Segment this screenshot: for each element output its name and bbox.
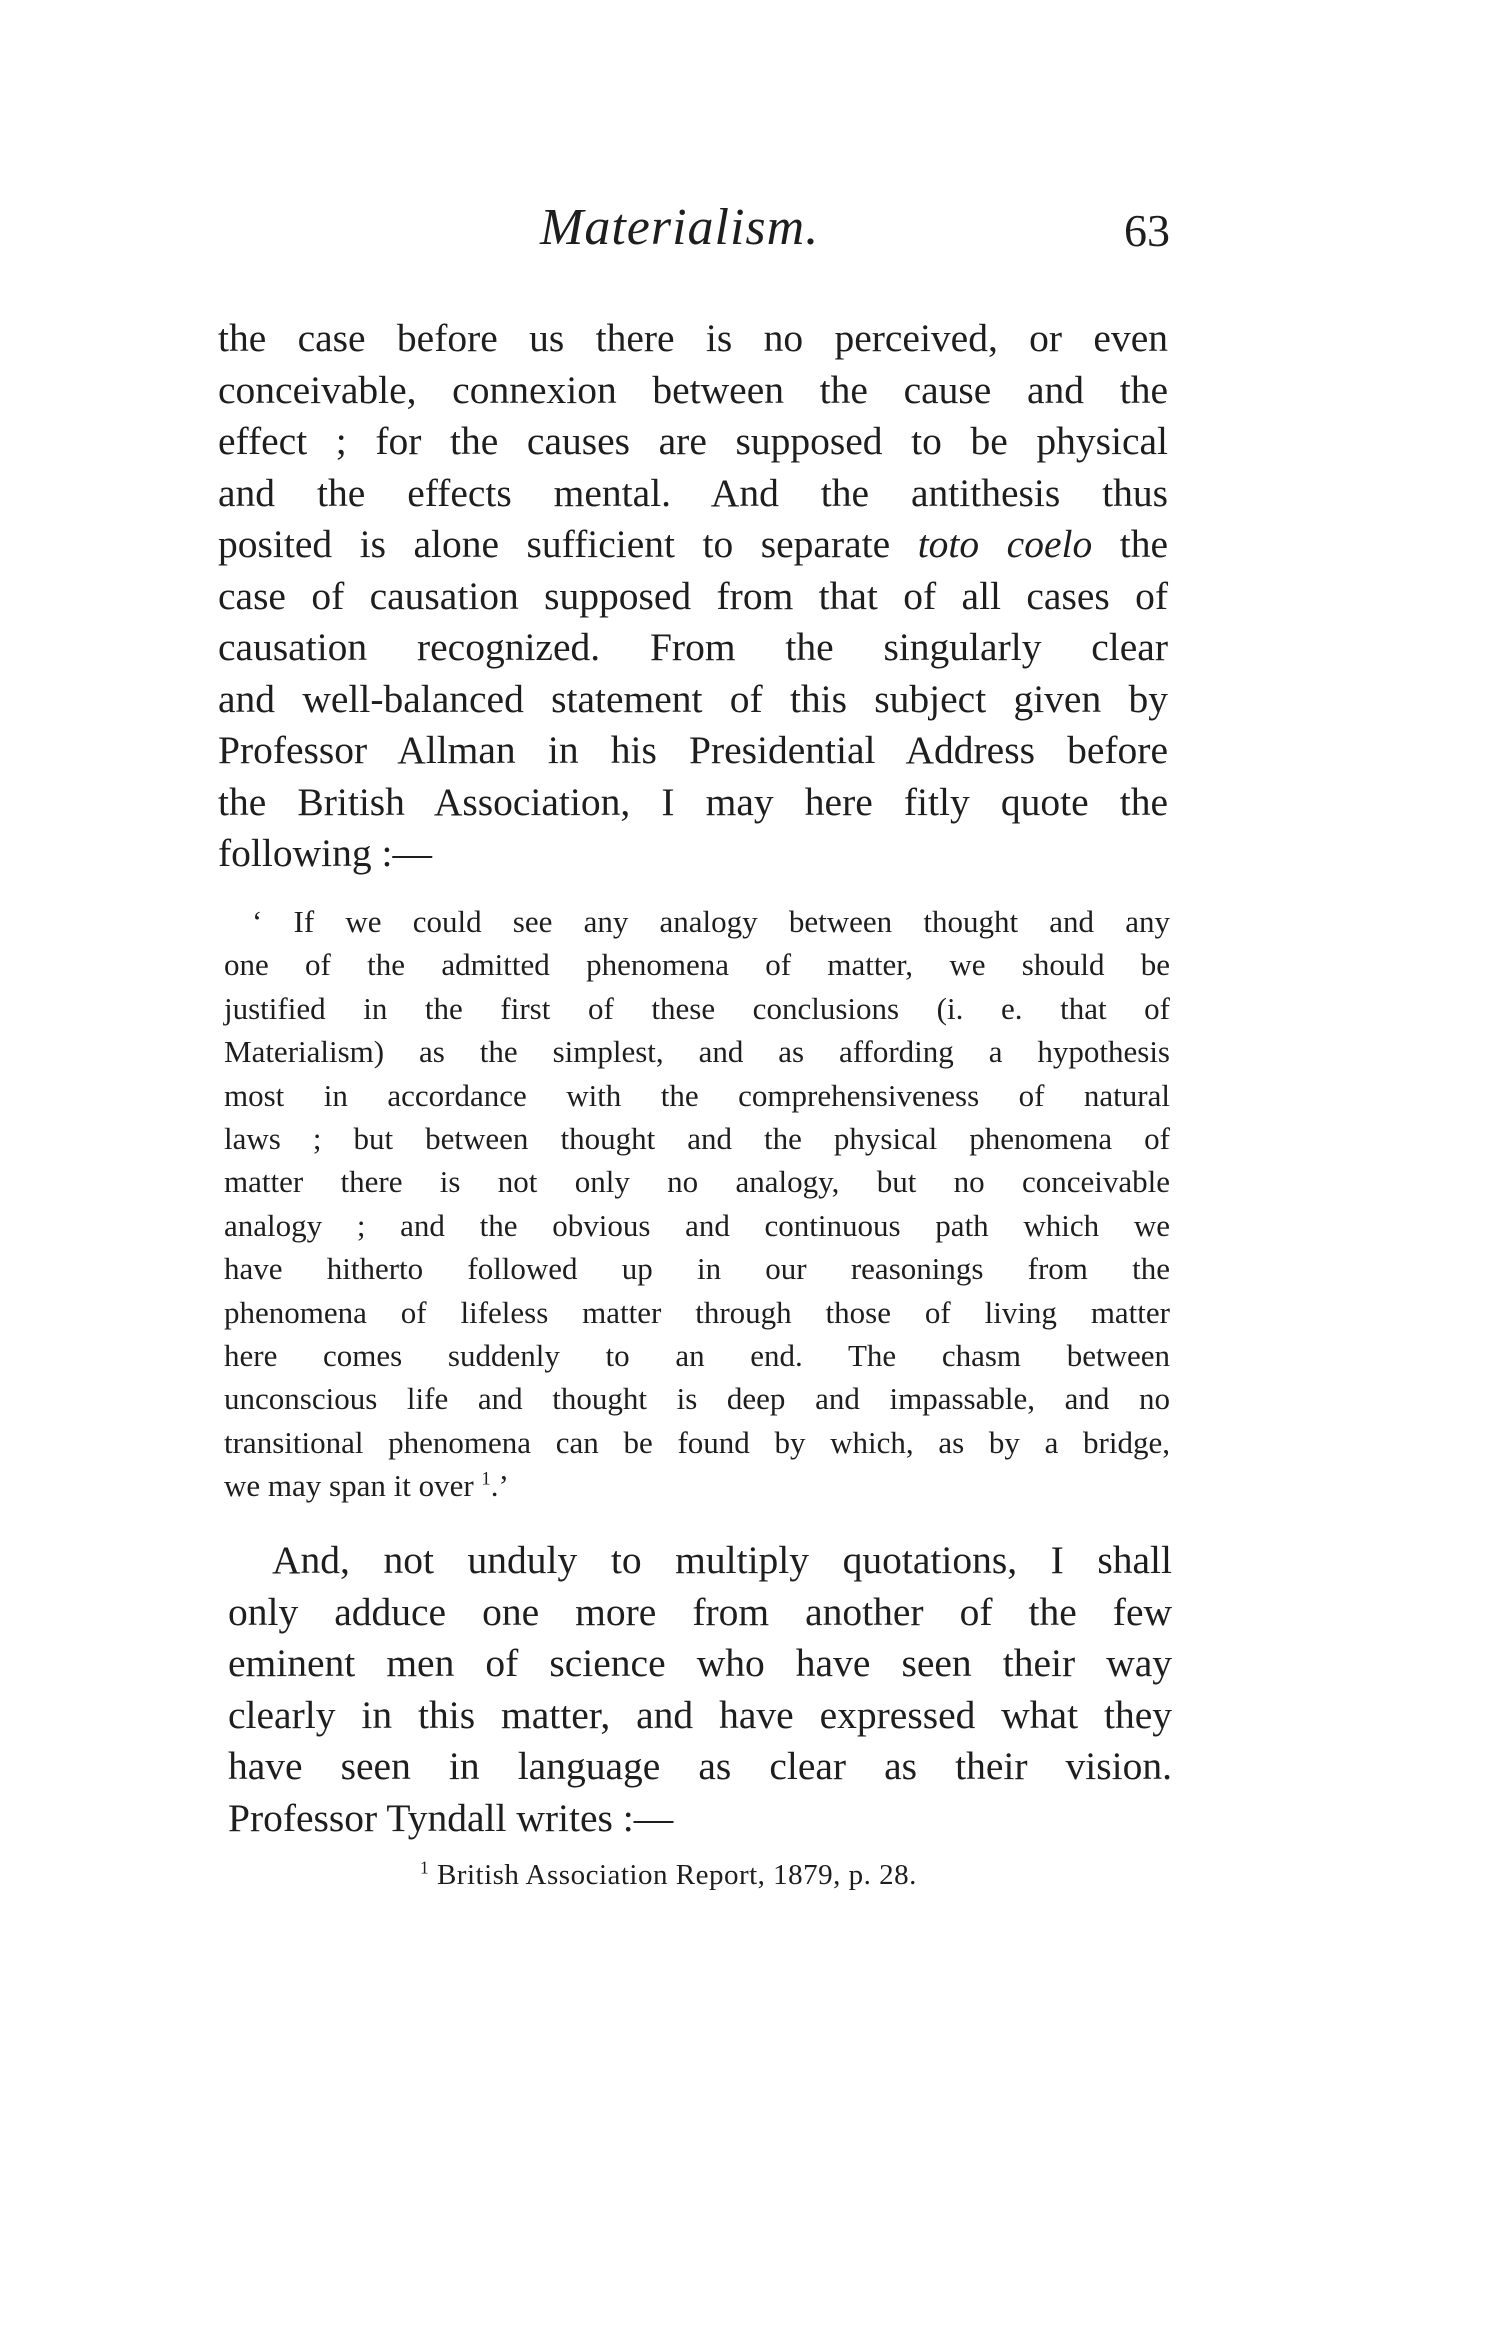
text-line	[218, 519, 1168, 571]
italic-phrase: toto coelo	[917, 522, 1093, 566]
footnote-text: British Association Report, 1879, p. 28.	[436, 1859, 917, 1891]
text-line: only adduce one more from another of the few	[228, 1589, 1172, 1634]
quote-line: justified in the first of these conclusions (i. e. that of	[224, 990, 1170, 1026]
quote-line: here comes suddenly to an end. The chasm between	[224, 1338, 1170, 1374]
footnote	[420, 1859, 917, 1892]
text-line: Professor Tyndall writes :—	[228, 1795, 674, 1840]
text-line: the British Association, I may here fitly quote the	[218, 779, 1168, 824]
quote-line: laws ; but between thought and the physical phenomena of	[224, 1121, 1170, 1157]
quote-line	[224, 1464, 1170, 1507]
text-line: And, not unduly to multiply quotations, I shall	[272, 1538, 1172, 1582]
quote-line: unconscious life and thought is deep and impassable, and no	[224, 1381, 1170, 1417]
quote-line: one of the admitted phenomena of matter, we should be	[224, 947, 1170, 983]
text-line: and the effects mental. And the antithesis thus	[218, 470, 1168, 515]
paragraph	[228, 1535, 1172, 1844]
text-fragment: the	[1119, 522, 1169, 566]
quote-line: phenomena of lifeless matter through those of living matter	[224, 1294, 1170, 1330]
footnote-mark: 1	[420, 1857, 430, 1878]
page-number: 63	[1124, 205, 1170, 256]
text-line: case of causation supposed from that of all cases of	[218, 573, 1168, 618]
quote-line: analogy ; and the obvious and continuous path which we	[224, 1207, 1170, 1243]
text-line: have seen in language as clear as their vision.	[228, 1744, 1172, 1788]
text-line: eminent men of science who have seen their way	[228, 1641, 1172, 1685]
footnote-reference: 1	[481, 1468, 491, 1490]
text-line: effect ; for the causes are supposed to be physical	[218, 419, 1168, 463]
quote-line: matter there is not only no analogy, but no conceivable	[224, 1164, 1170, 1200]
quote-line: ‘ If we could see any analogy between thought and any	[252, 904, 1170, 939]
running-title: Materialism.	[540, 199, 820, 256]
text-line: Professor Allman in his Presidential Address before	[218, 728, 1168, 772]
text-fragment: posited is alone sufficient to separate	[218, 522, 891, 566]
text-line: causation recognized. From the singularly clear	[218, 625, 1168, 669]
text-line: and well-balanced statement of this subject given by	[218, 676, 1168, 721]
text-line: the case before us there is no perceived, or even	[218, 316, 1168, 360]
paragraph-continued	[218, 313, 1168, 880]
text-line: conceivable, connexion between the cause and the	[218, 367, 1168, 412]
block-quotation	[224, 900, 1170, 1508]
quote-line: most in accordance with the comprehensiveness of natural	[224, 1077, 1170, 1113]
text-line: following :—	[218, 831, 432, 875]
text-fragment: .’	[490, 1468, 509, 1504]
text-fragment: we may span it over	[224, 1468, 474, 1504]
running-head	[0, 198, 1511, 268]
text-line: clearly in this matter, and have expressed what they	[228, 1692, 1172, 1737]
quote-line: transitional phenomena can be found by which, as by a bridge,	[224, 1424, 1170, 1460]
quote-line: have hitherto followed up in our reasonings from the	[224, 1251, 1170, 1287]
quote-line: Materialism) as the simplest, and as affording a hypothesis	[224, 1034, 1170, 1070]
